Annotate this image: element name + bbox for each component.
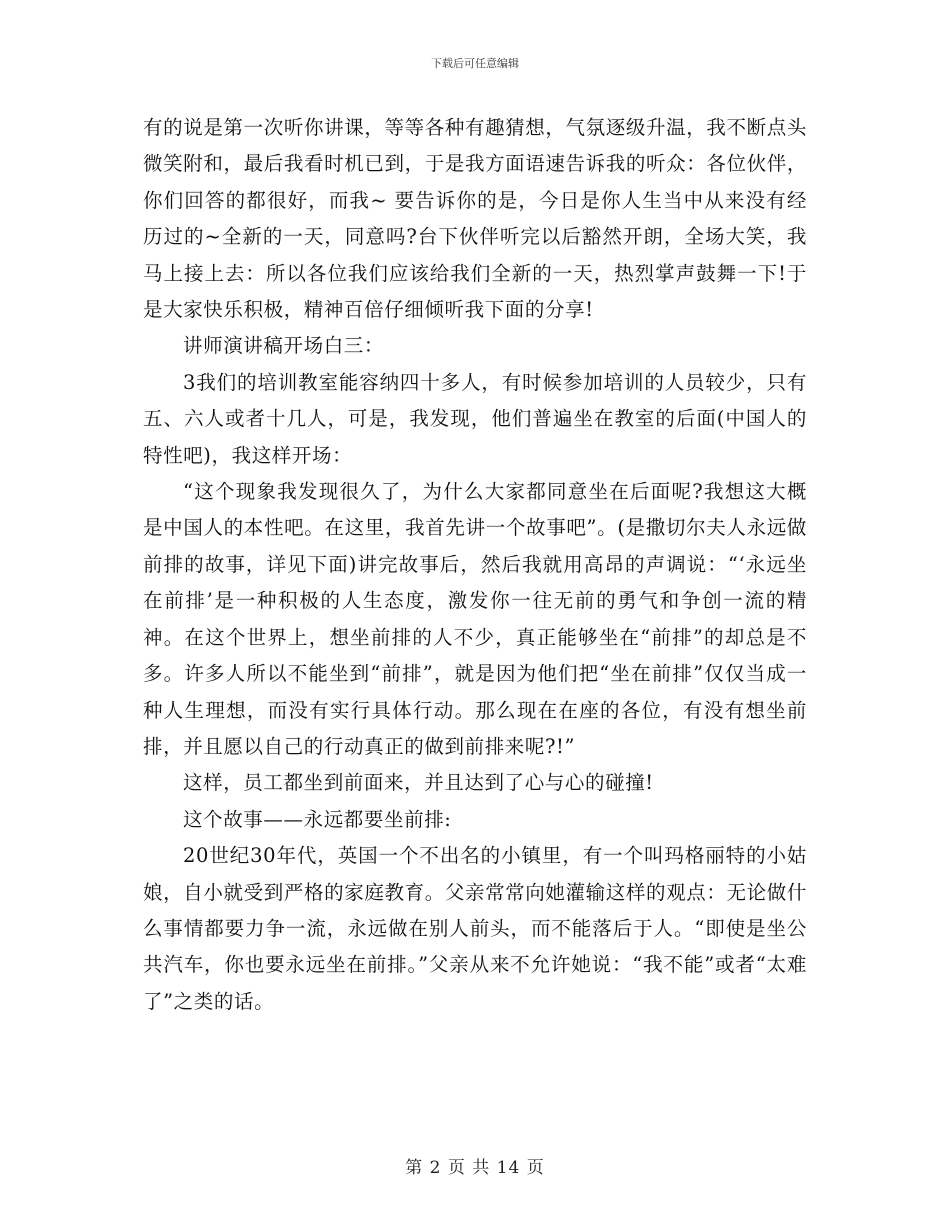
paragraph-1: 有的说是第一次听你讲课，等等各种有趣猜想，气氛逐级升温，我不断点头微笑附和，最后我看时机已到，于是我方面语速告诉我的听众：各位伙伴，你们回答的都很好，而我~ 要告诉你的是，今日是你人生当中从来没有经历过的~全新的一天，同意吗?台下伙伴听完以后豁然开朗，全场大笑，我马上接上去：所以各位我们应该给我们全新的一天，热烈掌声鼓舞一下!于是大家快乐积极，精神百倍仔细倾听我下面的分享! xyxy=(143,116,807,322)
page-footer: 第 2 页 共 14 页 xyxy=(405,1158,545,1178)
page-header: 下载后可任意编辑 xyxy=(431,57,519,70)
paragraph-2-heading: 讲师演讲稿开场白三： xyxy=(183,334,385,358)
paragraph-6-heading: 这个故事——永远都要坐前排: xyxy=(183,807,452,831)
paragraph-3: 3我们的培训教室能容纳四十多人，有时候参加培训的人员较少，只有五、六人或者十几人，可是，我发现，他们普遍坐在教室的后面(中国人的特性吧)，我这样开场： xyxy=(143,370,807,467)
paragraph-5: 这样，员工都坐到前面来，并且达到了心与心的碰撞! xyxy=(183,771,654,795)
paragraph-4: “这个现象我发现很久了，为什么大家都同意坐在后面呢?我想这大概是中国人的本性吧。在这里，我首先讲一个故事吧”。(是撒切尔夫人永远做前排的故事，详见下面)讲完故事后，然后我就用高昂的声调说：“‘永远坐在前排’是一种积极的人生态度，激发你一往无前的勇气和争创一流的精神。在这个世界上，想坐前排的人不少，真正能够坐在“前排”的却总是不多。许多人所以不能坐到“前排”，就是因为他们把“坐在前排”仅仅当成一种人生理想，而没有实行具体行动。那么现在在座的各位，有没有想坐前排，并且愿以自己的行动真正的做到前排来呢?!” xyxy=(143,480,807,758)
document-body xyxy=(143,110,807,1020)
paragraph-7: 20世纪30年代，英国一个不出名的小镇里，有一个叫玛格丽特的小姑娘，自小就受到严格的家庭教育。父亲常常向她灌输这样的观点：无论做什么事情都要力争一流，永远做在别人前头，而不能落后于人。“即使是坐公共汽车，你也要永远坐在前排。”父亲从来不允许她说：“我不能”或者“太难了”之类的话。 xyxy=(143,844,807,1013)
